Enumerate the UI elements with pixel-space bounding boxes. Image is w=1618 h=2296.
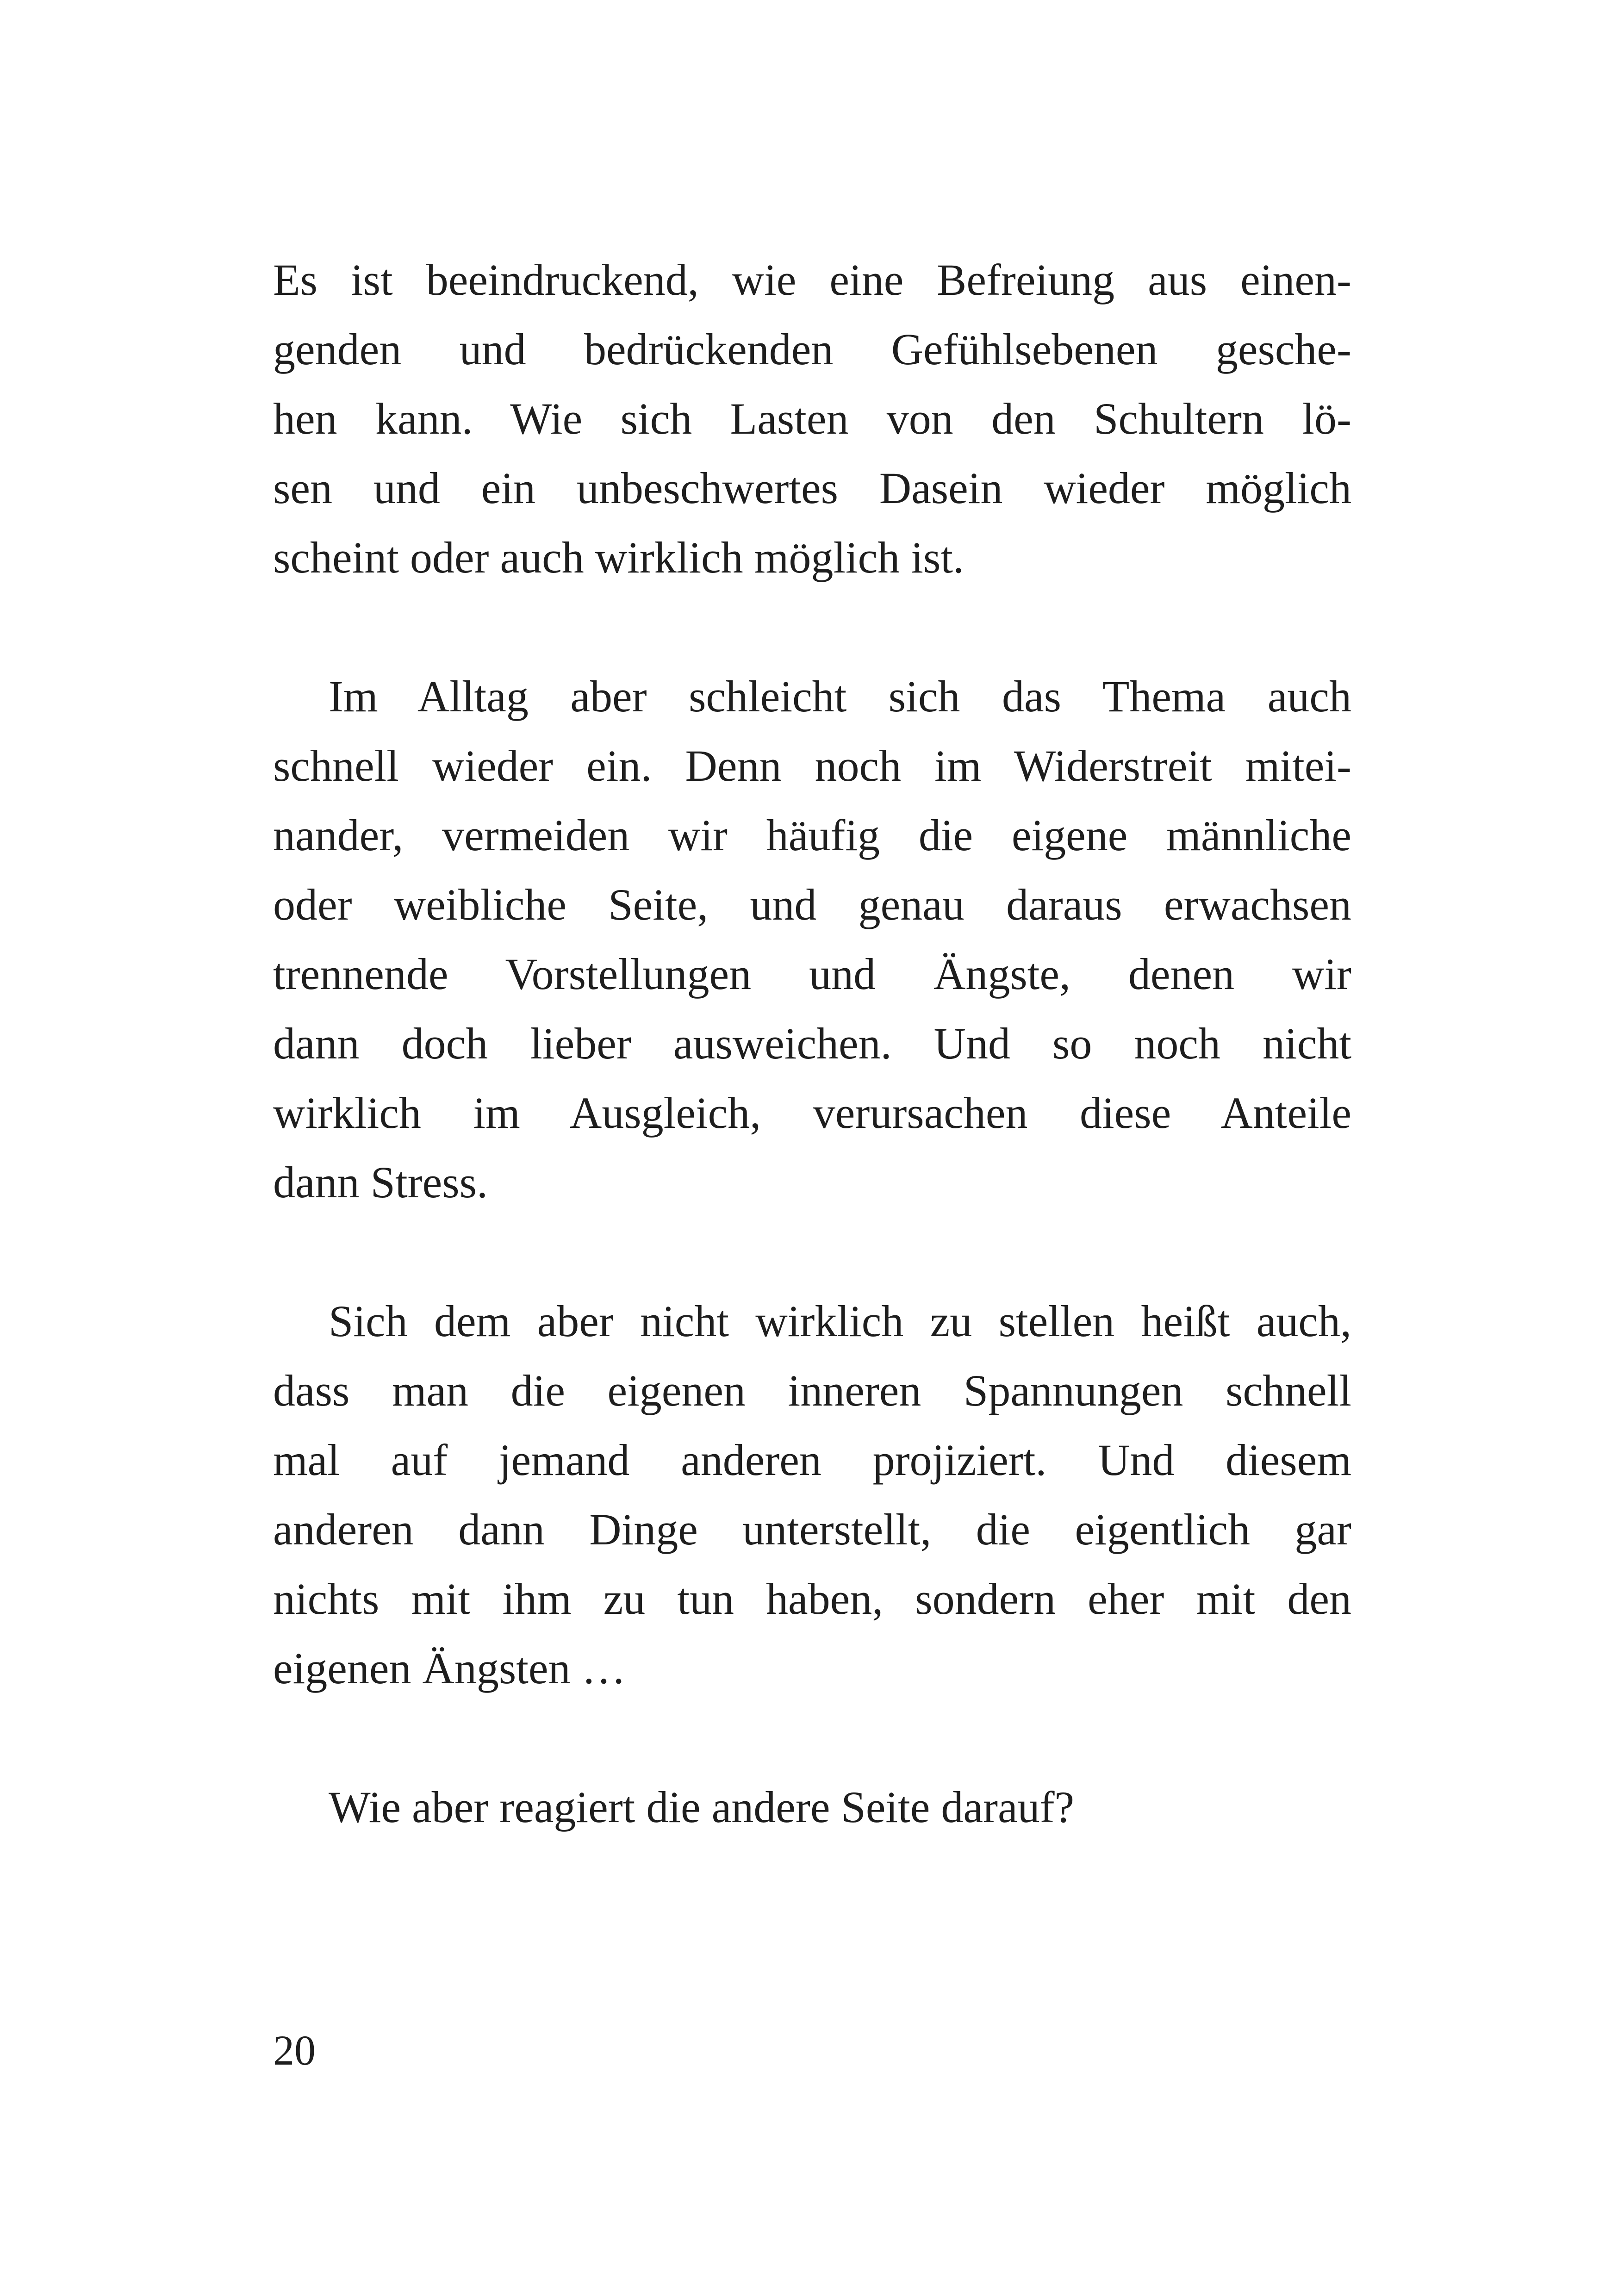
- page-number: 20: [273, 2027, 316, 2074]
- text-line: oder weibliche Seite, und genau daraus erwachsen: [273, 880, 1351, 929]
- text-line: genden und bedrückenden Gefühlsebenen gesche-: [273, 324, 1351, 374]
- text-line: trennende Vorstellungen und Ängste, denen wir: [273, 949, 1351, 999]
- text-line: nander, vermeiden wir häufig die eigene männliche: [273, 810, 1351, 860]
- text-line: sen und ein unbeschwertes Dasein wieder möglich: [273, 463, 1351, 513]
- text-line: Es ist beeindruckend, wie eine Befreiung aus einen-: [273, 255, 1351, 305]
- text-line: Wie aber reagiert die andere Seite darauf?: [329, 1782, 1075, 1832]
- text-line: Im Alltag aber schleicht sich das Thema auch: [329, 672, 1351, 721]
- text-line: wirklich im Ausgleich, verursachen diese Anteile: [273, 1088, 1351, 1138]
- paragraph-4: [273, 1773, 1351, 1842]
- paragraph-2: [273, 662, 1351, 1217]
- text-line: scheint oder auch wirklich möglich ist.: [273, 533, 964, 582]
- text-line: dass man die eigenen inneren Spannungen schnell: [273, 1366, 1351, 1415]
- text-line: dann Stress.: [273, 1157, 488, 1207]
- body-text: [273, 245, 1351, 1842]
- text-line: anderen dann Dinge unterstellt, die eigentlich gar: [273, 1505, 1351, 1554]
- text-line: nichts mit ihm zu tun haben, sondern eher mit den: [273, 1574, 1351, 1624]
- text-line: mal auf jemand anderen projiziert. Und diesem: [273, 1435, 1351, 1485]
- text-line: eigenen Ängsten …: [273, 1643, 626, 1693]
- paragraph-1: [273, 245, 1351, 592]
- text-line: schnell wieder ein. Denn noch im Widerstreit mitei-: [273, 741, 1351, 790]
- paragraph-3: [273, 1287, 1351, 1703]
- text-line: Sich dem aber nicht wirklich zu stellen heißt auch,: [329, 1296, 1351, 1346]
- text-line: dann doch lieber ausweichen. Und so noch nicht: [273, 1019, 1351, 1068]
- text-line: hen kann. Wie sich Lasten von den Schultern lö-: [273, 394, 1351, 443]
